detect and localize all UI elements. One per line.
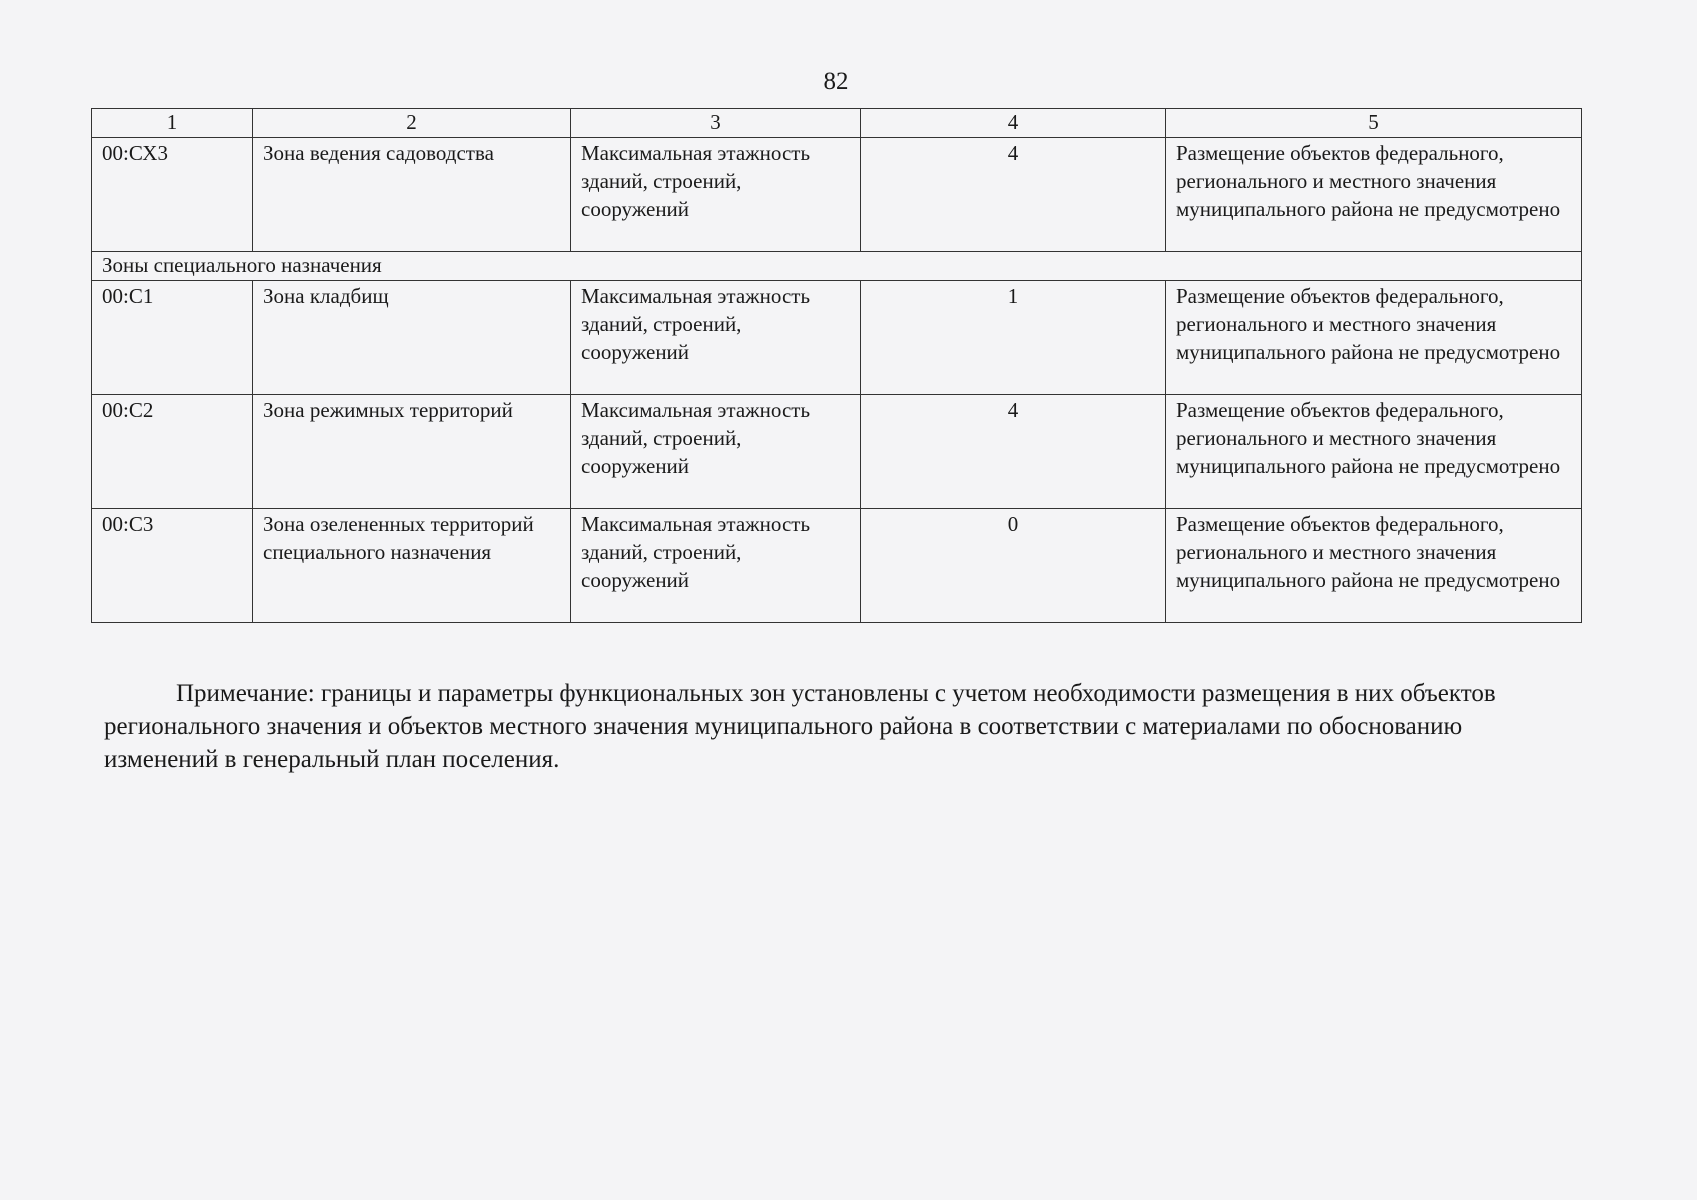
zone-name: Зона кладбищ [253, 281, 571, 395]
zone-objects: Размещение объектов федерального, регионального и местного значения муниципального района не предусмотрено [1166, 281, 1582, 395]
zone-name: Зона режимных территорий [253, 395, 571, 509]
zone-code: 00:С3 [92, 509, 253, 623]
table-row [92, 281, 1582, 395]
column-header-4: 4 [861, 109, 1166, 138]
zone-code: 00:С1 [92, 281, 253, 395]
page-number: 82 [823, 68, 849, 95]
zone-parameter-value: 4 [861, 395, 1166, 509]
zone-name: Зона ведения садоводства [253, 138, 571, 252]
column-header-3: 3 [571, 109, 861, 138]
zone-parameter-value: 0 [861, 509, 1166, 623]
table-row [92, 395, 1582, 509]
zone-objects: Размещение объектов федерального, регионального и местного значения муниципального района не предусмотрено [1166, 395, 1582, 509]
table-row [92, 138, 1582, 252]
zone-name: Зона озелененных территорий специального назначения [253, 509, 571, 623]
zone-parameter-value: 1 [861, 281, 1166, 395]
zone-objects: Размещение объектов федерального, регионального и местного значения муниципального района не предусмотрено [1166, 138, 1582, 252]
column-header-1: 1 [92, 109, 253, 138]
zone-parameter: Максимальная этажность зданий, строений, сооружений [571, 281, 861, 395]
zones-table [91, 108, 1582, 623]
zone-objects: Размещение объектов федерального, регионального и местного значения муниципального района не предусмотрено [1166, 509, 1582, 623]
column-header-5: 5 [1166, 109, 1582, 138]
group-title: Зоны специального назначения [92, 252, 1582, 281]
zone-code: 00:СХ3 [92, 138, 253, 252]
header-row [92, 109, 1582, 138]
column-header-2: 2 [253, 109, 571, 138]
note-paragraph: Примечание: границы и параметры функциональных зон установлены с учетом необходимости размещения в них объектов регионального значения и объектов местного значения муниципального района в соответствии с материалами по обоснованию изменений в генеральный план поселения. [104, 680, 1496, 773]
zone-parameter: Максимальная этажность зданий, строений, сооружений [571, 138, 861, 252]
group-row [92, 252, 1582, 281]
zone-parameter-value: 4 [861, 138, 1166, 252]
zone-parameter: Максимальная этажность зданий, строений, сооружений [571, 509, 861, 623]
table-row [92, 509, 1582, 623]
zone-parameter: Максимальная этажность зданий, строений, сооружений [571, 395, 861, 509]
zone-code: 00:С2 [92, 395, 253, 509]
